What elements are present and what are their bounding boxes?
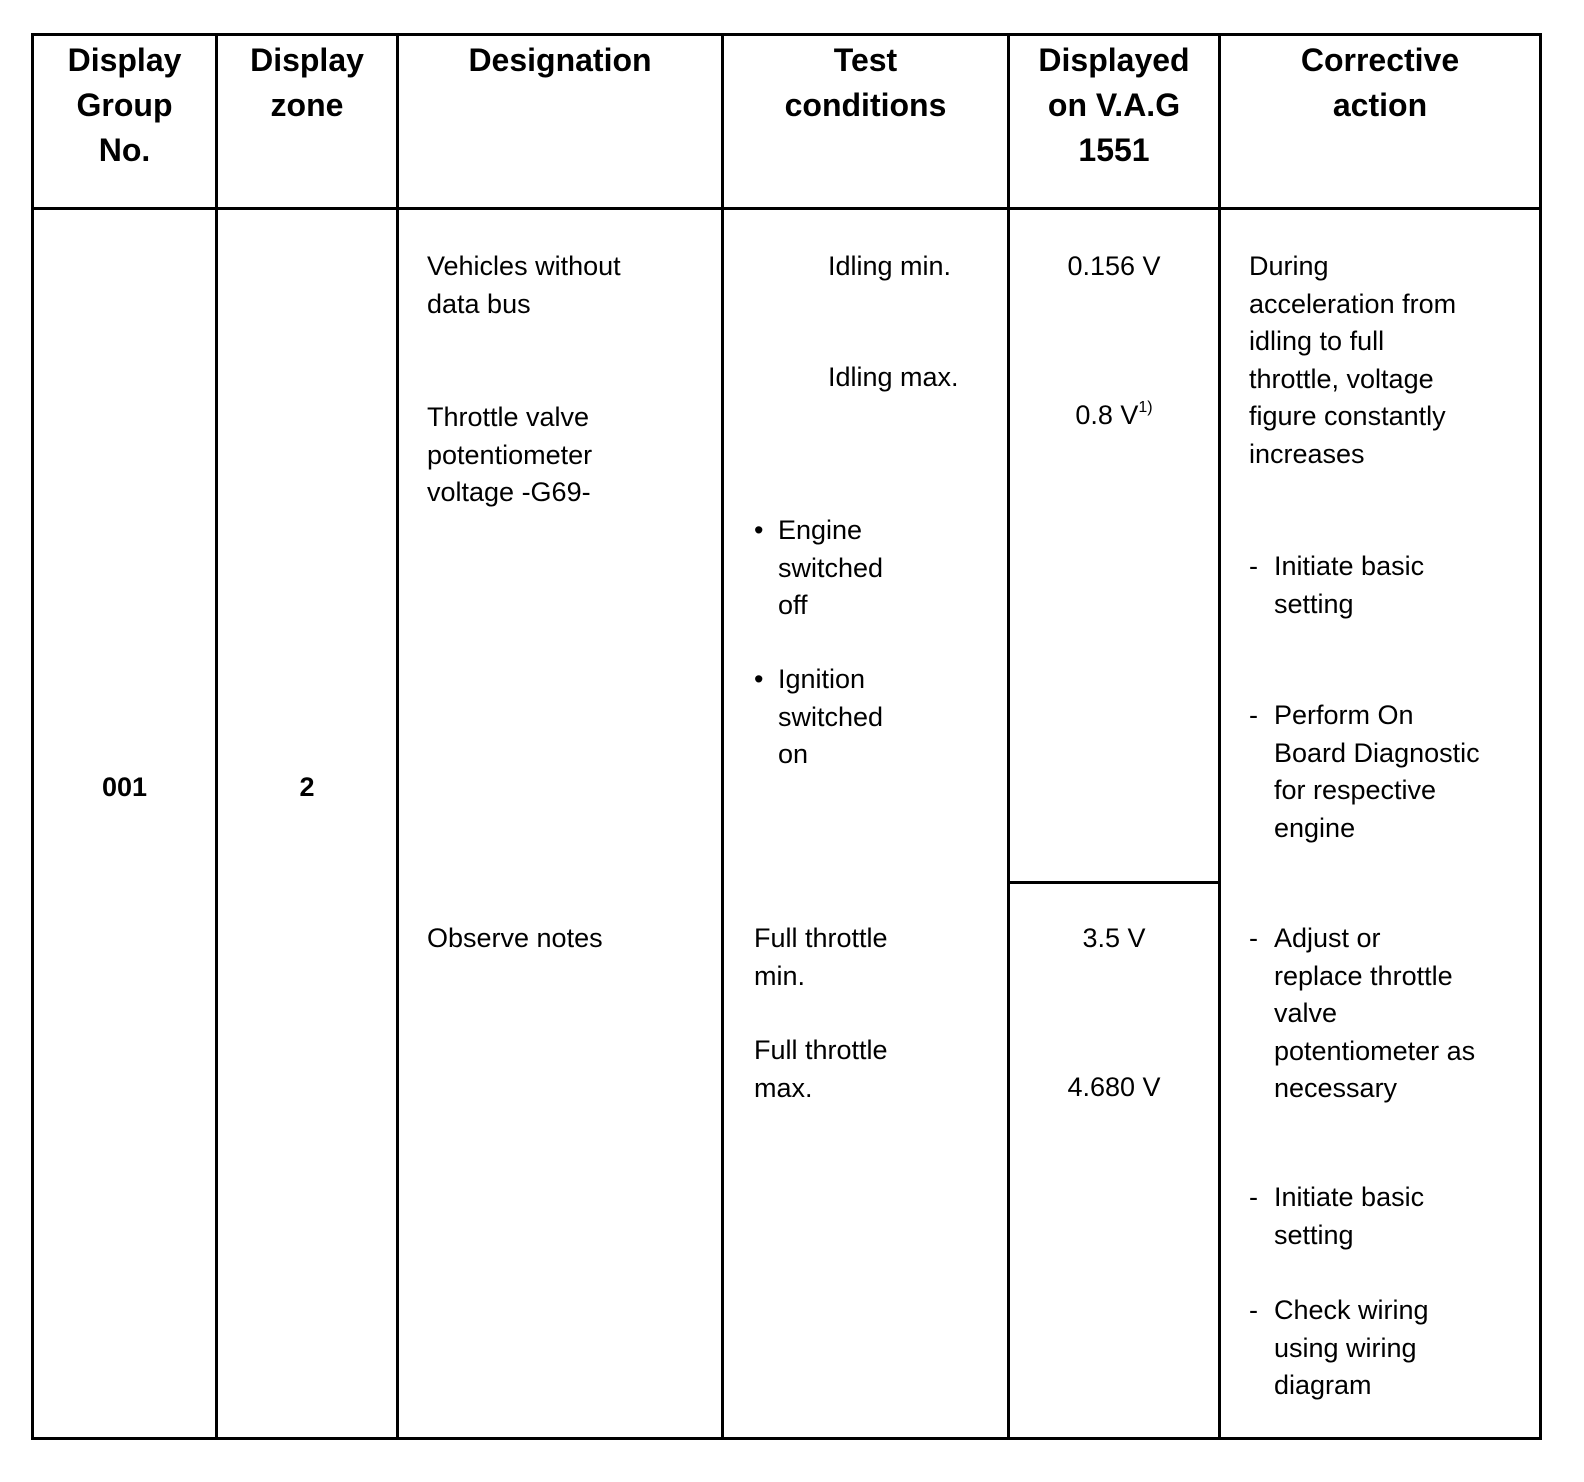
designation-throttle-potentiometer: Throttle valve potentiometer voltage -G69- bbox=[427, 402, 593, 507]
dash-icon: - bbox=[1249, 700, 1258, 730]
test-ignition-on: Ignition switched on bbox=[778, 664, 884, 769]
dash-icon: - bbox=[1249, 551, 1258, 581]
test-idling-min: Idling min. bbox=[828, 251, 952, 281]
corrective-intro: During acceleration from idling to full throttle, voltage figure constantly increases bbox=[1249, 251, 1457, 469]
header-designation: Designation bbox=[468, 42, 652, 78]
designation-vehicles: Vehicles without data bus bbox=[427, 251, 621, 319]
value-full-throttle-min: 3.5 V bbox=[1082, 923, 1146, 953]
header-divider bbox=[34, 207, 1539, 210]
header-displayed: Displayed on V.A.G 1551 bbox=[1038, 42, 1190, 168]
dash-icon: - bbox=[1249, 923, 1258, 953]
footnote-marker: 1) bbox=[1138, 398, 1153, 416]
test-engine-off: Engine switched off bbox=[778, 515, 884, 620]
col-divider bbox=[1218, 36, 1221, 1437]
group-number: 001 bbox=[101, 772, 148, 802]
header-display-group: Display Group No. bbox=[67, 42, 182, 168]
value-idling-max bbox=[1010, 359, 1218, 434]
bullet-icon: • bbox=[754, 515, 764, 545]
value-idling-min: 0.156 V bbox=[1067, 251, 1161, 281]
bullet-icon: • bbox=[754, 664, 764, 694]
dash-icon: - bbox=[1249, 1182, 1258, 1212]
value-idling-max-text: 0.8 V bbox=[1075, 399, 1139, 430]
row-divider bbox=[1007, 881, 1221, 884]
header-display-zone: Display zone bbox=[250, 42, 364, 123]
dash-icon: - bbox=[1249, 1295, 1258, 1325]
designation-observe-notes: Observe notes bbox=[427, 923, 603, 953]
col-divider bbox=[396, 36, 399, 1437]
corrective-item-check-wiring: Check wiring using wiring diagram bbox=[1274, 1295, 1429, 1400]
col-divider bbox=[215, 36, 218, 1437]
col-divider bbox=[1007, 36, 1010, 1437]
zone-number: 2 bbox=[299, 772, 315, 802]
corrective-item-adjust-replace: Adjust or replace throttle valve potentiometer as necessary bbox=[1274, 923, 1476, 1103]
corrective-item-initiate-basic-setting: Initiate basic setting bbox=[1274, 551, 1425, 619]
test-full-throttle-max: Full throttle max. bbox=[754, 1035, 888, 1103]
data-table bbox=[31, 33, 1542, 1440]
header-test-conditions: Test conditions bbox=[784, 42, 947, 123]
col-divider bbox=[721, 36, 724, 1437]
header-corrective-action: Corrective action bbox=[1300, 42, 1460, 123]
test-full-throttle-min: Full throttle min. bbox=[754, 923, 888, 991]
test-idling-max: Idling max. bbox=[828, 362, 959, 392]
corrective-item-initiate-basic-setting-2: Initiate basic setting bbox=[1274, 1182, 1425, 1250]
value-full-throttle-max: 4.680 V bbox=[1067, 1072, 1161, 1102]
corrective-item-obd: Perform On Board Diagnostic for respective engine bbox=[1274, 700, 1480, 843]
